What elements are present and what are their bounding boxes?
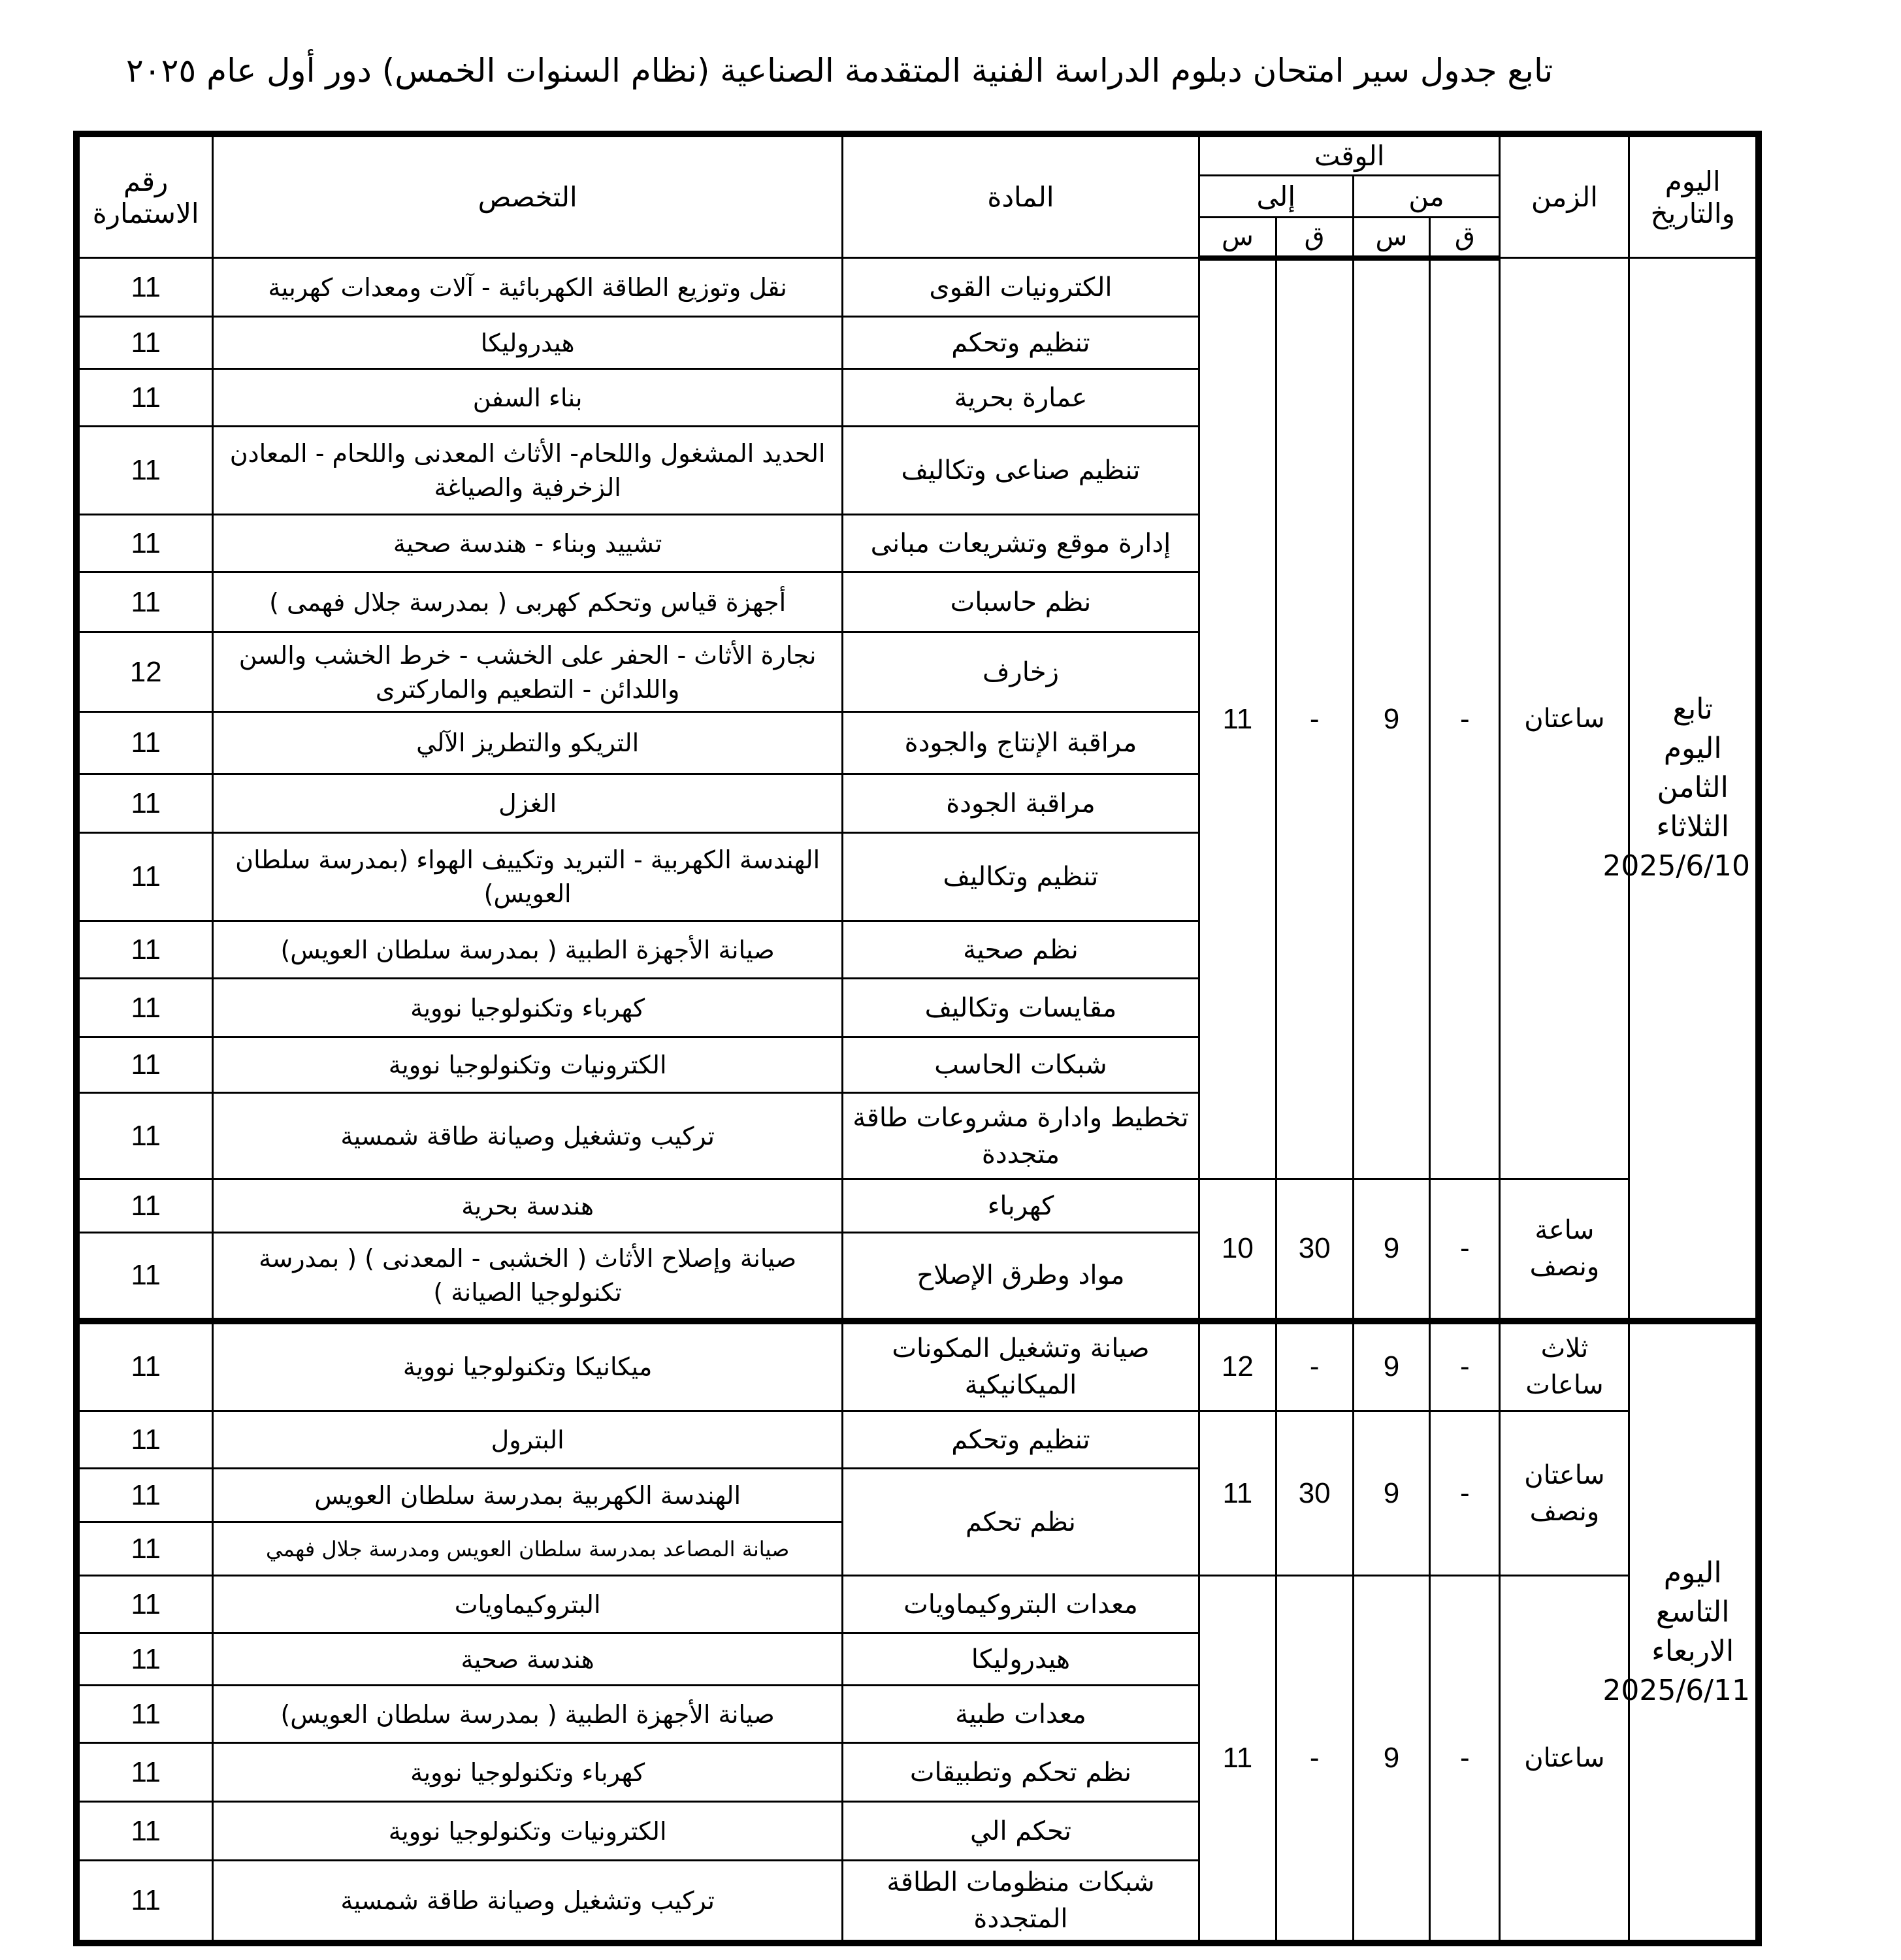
from-minutes-cell: -: [1430, 1411, 1500, 1576]
subject-cell: معدات البتروكيماويات: [842, 1576, 1199, 1633]
specialization-cell: نقل وتوزيع الطاقة الكهربائية - آلات ومعدات كهربية: [213, 258, 843, 317]
form-number-cell: 11: [76, 1179, 213, 1233]
table-row: [76, 258, 1759, 317]
to-hours-cell: 12: [1199, 1321, 1276, 1411]
subject-cell: تنظيم صناعى وتكاليف: [842, 427, 1199, 515]
subject-cell: تنظيم وتكاليف: [842, 833, 1199, 921]
header-from-minutes: ق: [1430, 218, 1500, 258]
specialization-cell: البترول: [213, 1411, 843, 1469]
form-number-cell: 11: [76, 1037, 213, 1093]
specialization-cell: الغزل: [213, 774, 843, 833]
form-number-cell: 11: [76, 1233, 213, 1321]
subject-cell: نظم حاسبات: [842, 572, 1199, 632]
subject-cell: هيدروليكا: [842, 1633, 1199, 1686]
specialization-cell: صيانة وإصلاح الأثاث ( الخشبى - المعدنى ) ( بمدرسة تكنولوجيا الصيانة ): [213, 1233, 843, 1321]
form-number-cell: 11: [76, 258, 213, 317]
specialization-cell: نجارة الأثاث - الحفر على الخشب - خرط الخشب والسن واللدائن - التطعيم والماركترى: [213, 632, 843, 712]
subject-cell: تحكم الي: [842, 1802, 1199, 1861]
form-number-cell: 11: [76, 1522, 213, 1576]
form-number-cell: 11: [76, 1633, 213, 1686]
form-number-cell: 11: [76, 515, 213, 572]
table-row: [76, 1576, 1759, 1633]
subject-cell: معدات طبية: [842, 1686, 1199, 1743]
specialization-cell: كهرباء وتكنولوجيا نووية: [213, 1743, 843, 1802]
form-number-cell: 11: [76, 774, 213, 833]
subject-cell: تنظيم وتحكم: [842, 317, 1199, 369]
header-subject: المادة: [842, 134, 1199, 258]
form-number-cell: 11: [76, 572, 213, 632]
specialization-cell: التريكو والتطريز الآلي: [213, 712, 843, 774]
duration-cell: ساعة ونصف: [1500, 1179, 1629, 1321]
form-number-cell: 11: [76, 833, 213, 921]
header-time: الوقت: [1199, 134, 1499, 176]
header-form-number: رقم الاستمارة: [76, 134, 213, 258]
specialization-cell: الكترونيات وتكنولوجيا نووية: [213, 1802, 843, 1861]
subject-cell: مراقبة الجودة: [842, 774, 1199, 833]
header-duration: الزمن: [1500, 134, 1629, 258]
subject-cell: الكترونيات القوى: [842, 258, 1199, 317]
form-number-cell: 11: [76, 1093, 213, 1179]
from-minutes-cell: -: [1430, 1576, 1500, 1944]
to-hours-cell: 10: [1199, 1179, 1276, 1321]
header-from: من: [1353, 176, 1500, 218]
specialization-cell: صيانة الأجهزة الطبية ( بمدرسة سلطان العويس): [213, 921, 843, 979]
subject-cell: كهرباء: [842, 1179, 1199, 1233]
to-minutes-cell: 30: [1276, 1179, 1353, 1321]
from-minutes-cell: -: [1430, 1321, 1500, 1411]
table-row: [76, 1411, 1759, 1469]
specialization-cell: بناء السفن: [213, 369, 843, 427]
subject-cell: نظم صحية: [842, 921, 1199, 979]
duration-cell: ساعتان: [1500, 258, 1629, 1179]
form-number-cell: 11: [76, 921, 213, 979]
form-number-cell: 11: [76, 712, 213, 774]
to-hours-cell: 11: [1199, 1576, 1276, 1944]
specialization-cell: الحديد المشغول واللحام- الأثاث المعدنى واللحام - المعادن الزخرفية والصياغة: [213, 427, 843, 515]
day-date-cell: اليوم التاسع الاربعاء 2025/6/11: [1629, 1321, 1759, 1944]
subject-cell: تخطيط وادارة مشروعات طاقة متجددة: [842, 1093, 1199, 1179]
from-hours-cell: 9: [1353, 1321, 1430, 1411]
subject-cell: شبكات منظومات الطاقة المتجددة: [842, 1861, 1199, 1944]
subject-cell: صيانة وتشغيل المكونات الميكانيكية: [842, 1321, 1199, 1411]
to-minutes-cell: -: [1276, 1321, 1353, 1411]
form-number-cell: 11: [76, 1469, 213, 1522]
subject-cell: نظم تحكم وتطبيقات: [842, 1743, 1199, 1802]
form-number-cell: 11: [76, 1861, 213, 1944]
to-minutes-cell: -: [1276, 258, 1353, 1179]
form-number-cell: 11: [76, 979, 213, 1037]
specialization-cell: أجهزة قياس وتحكم كهربى ( بمدرسة جلال فهمى ): [213, 572, 843, 632]
header-to-minutes: ق: [1276, 218, 1353, 258]
specialization-cell: ميكانيكا وتكنولوجيا نووية: [213, 1321, 843, 1411]
form-number-cell: 11: [76, 1321, 213, 1411]
day-date-cell: تابع اليوم الثامن الثلاثاء 2025/6/10: [1629, 258, 1759, 1321]
form-number-cell: 11: [76, 1743, 213, 1802]
table-row: [76, 1179, 1759, 1233]
form-number-cell: 11: [76, 427, 213, 515]
form-number-cell: 11: [76, 369, 213, 427]
form-number-cell: 11: [76, 1802, 213, 1861]
subject-cell: مقايسات وتكاليف: [842, 979, 1199, 1037]
subject-cell: نظم تحكم: [842, 1469, 1199, 1576]
specialization-cell: كهرباء وتكنولوجيا نووية: [213, 979, 843, 1037]
subject-cell: شبكات الحاسب: [842, 1037, 1199, 1093]
specialization-cell: هندسة بحرية: [213, 1179, 843, 1233]
specialization-cell: الهندسة الكهربية بمدرسة سلطان العويس: [213, 1469, 843, 1522]
to-minutes-cell: -: [1276, 1576, 1353, 1944]
from-minutes-cell: -: [1430, 258, 1500, 1179]
duration-cell: ساعتان ونصف: [1500, 1411, 1629, 1576]
form-number-cell: 11: [76, 1576, 213, 1633]
header-specialization: التخصص: [213, 134, 843, 258]
to-hours-cell: 11: [1199, 258, 1276, 1179]
form-number-cell: 11: [76, 317, 213, 369]
duration-cell: ساعتان: [1500, 1576, 1629, 1944]
specialization-cell: تركيب وتشغيل وصيانة طاقة شمسية: [213, 1093, 843, 1179]
subject-cell: تنظيم وتحكم: [842, 1411, 1199, 1469]
from-hours-cell: 9: [1353, 1411, 1430, 1576]
subject-cell: مواد وطرق الإصلاح: [842, 1233, 1199, 1321]
page-title: تابع جدول سير امتحان دبلوم الدراسة الفنية المتقدمة الصناعية (نظام السنوات الخمس) دور أول عام ٢٠٢٥: [125, 52, 1553, 90]
from-hours-cell: 9: [1353, 1179, 1430, 1321]
specialization-cell: الهندسة الكهربية - التبريد وتكييف الهواء (بمدرسة سلطان العويس): [213, 833, 843, 921]
exam-schedule-table: [73, 131, 1762, 1946]
from-minutes-cell: -: [1430, 1179, 1500, 1321]
to-hours-cell: 11: [1199, 1411, 1276, 1576]
table-row: [76, 1321, 1759, 1411]
form-number-cell: 11: [76, 1686, 213, 1743]
to-minutes-cell: 30: [1276, 1411, 1353, 1576]
subject-cell: زخارف: [842, 632, 1199, 712]
header-day-date: اليوم والتاريخ: [1629, 134, 1759, 258]
subject-cell: عمارة بحرية: [842, 369, 1199, 427]
specialization-cell: الكترونيات وتكنولوجيا نووية: [213, 1037, 843, 1093]
form-number-cell: 12: [76, 632, 213, 712]
header-from-hours: س: [1353, 218, 1430, 258]
duration-cell: ثلاث ساعات: [1500, 1321, 1629, 1411]
specialization-cell: صيانة المصاعد بمدرسة سلطان العويس ومدرسة جلال فهمي: [213, 1522, 843, 1576]
specialization-cell: البتروكيماويات: [213, 1576, 843, 1633]
from-hours-cell: 9: [1353, 1576, 1430, 1944]
header-to: إلى: [1199, 176, 1353, 218]
from-hours-cell: 9: [1353, 258, 1430, 1179]
subject-cell: إدارة موقع وتشريعات مبانى: [842, 515, 1199, 572]
header-to-hours: س: [1199, 218, 1276, 258]
specialization-cell: هندسة صحية: [213, 1633, 843, 1686]
specialization-cell: صيانة الأجهزة الطبية ( بمدرسة سلطان العويس): [213, 1686, 843, 1743]
subject-cell: مراقبة الإنتاج والجودة: [842, 712, 1199, 774]
specialization-cell: تشييد وبناء - هندسة صحية: [213, 515, 843, 572]
form-number-cell: 11: [76, 1411, 213, 1469]
specialization-cell: هيدروليكا: [213, 317, 843, 369]
specialization-cell: تركيب وتشغيل وصيانة طاقة شمسية: [213, 1861, 843, 1944]
